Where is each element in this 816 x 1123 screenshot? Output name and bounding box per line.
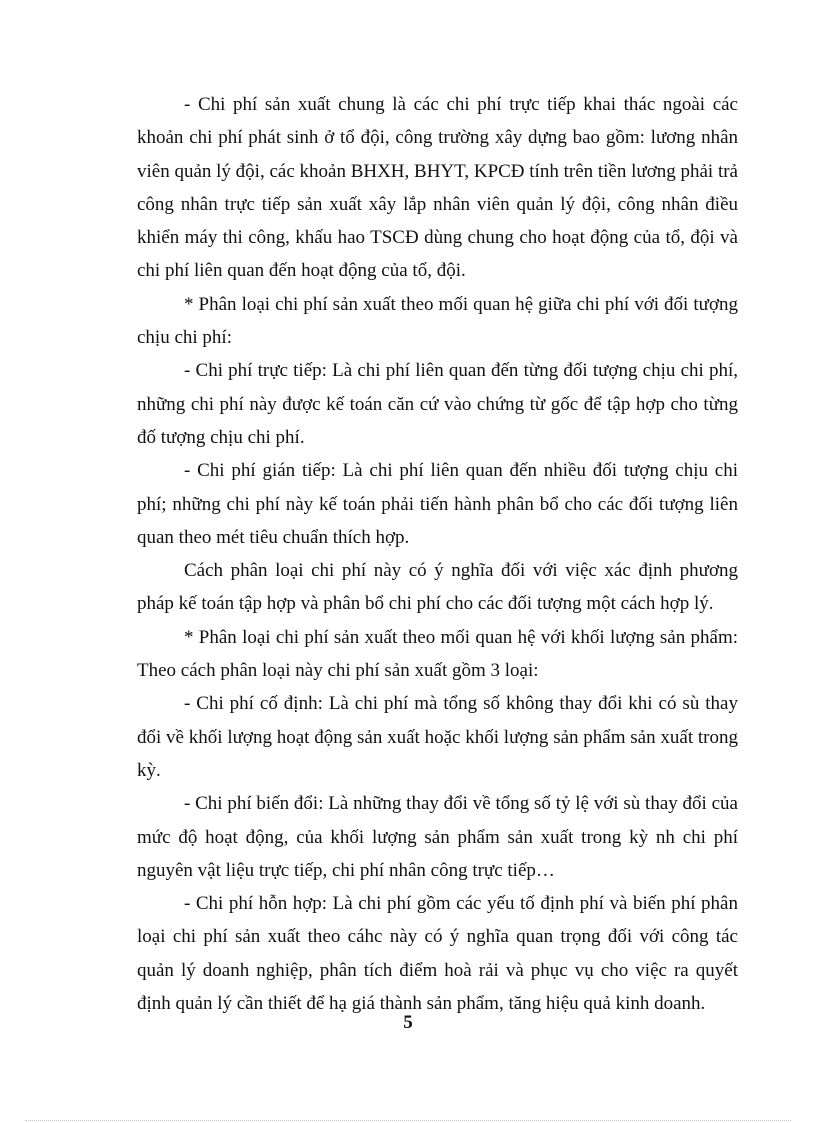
page-bottom-divider — [25, 1120, 791, 1121]
paragraph-mixed-cost: - Chi phí hỗn hợp: Là chi phí gồm các yếu tố định phí và biến phí phân loại chi phí sản xuất theo cáhc này có ý nghĩa quan trọng đối với công tác quản lý doanh nghiệp, phân tích điểm hoà rải và phục vụ cho việc ra quyết định quản lý cần thiết để hạ giá thành sản phẩm, tăng hiệu quả kinh doanh. — [137, 893, 738, 1015]
document-body — [137, 88, 738, 1020]
paragraph-classification-by-volume: * Phân loại chi phí sản xuất theo mối quan hệ với khối lượng sản phẩm: Theo cách phân loại này chi phí sản xuất gồm 3 loại: — [137, 626, 738, 682]
paragraph-direct-cost: - Chi phí trực tiếp: Là chi phí liên quan đến từng đối tượng chịu chi phí, những chi phí này được kế toán căn cứ vào chứng từ gốc để tập hợp cho từng đố tượng chịu chi phí. — [137, 360, 738, 448]
paragraph-indirect-cost: - Chi phí gián tiếp: Là chi phí liên quan đến nhiều đối tượng chịu chi phí; những chi phí này kế toán phải tiến hành phân bổ cho các đối tượng liên quan theo mét tiêu chuẩn thích hợp. — [137, 460, 738, 548]
paragraph-variable-cost: - Chi phí biến đổi: Là những thay đổi về tổng số tỷ lệ với sù thay đổi của mức độ hoạt động, của khối lượng sản phẩm sản xuất trong kỳ nh chi phí nguyên vật liệu trực tiếp, chi phí nhân công trực tiếp… — [137, 793, 738, 881]
paragraph-classification-meaning: Cách phân loại chi phí này có ý nghĩa đối với việc xác định phương pháp kế toán tập hợp và phân bổ chi phí cho các đối tượng một cách hợp lý. — [137, 560, 738, 615]
paragraph-general-production-cost: - Chi phí sản xuất chung là các chi phí trực tiếp khai thác ngoài các khoản chi phí phát sinh ở tổ đội, công trường xây dựng bao gồm: lương nhân viên quản lý đội, các khoản BHXH, BHYT, KPCĐ tính trên tiền lương phải trả công nhân trực tiếp sản xuất xây lắp nhân viên quản lý đội, công nhân điều khiển máy thi công, khấu hao TSCĐ dùng chung cho hoạt động của tổ, đội và chi phí liên quan đến hoạt động của tổ, đội. — [137, 94, 738, 282]
paragraph-classification-by-cost-object: * Phân loại chi phí sản xuất theo mối quan hệ giữa chi phí với đối tượng chịu chi phí: — [137, 293, 738, 349]
page-number: 5 — [403, 1012, 413, 1033]
paragraph-fixed-cost: - Chi phí cố định: Là chi phí mà tổng số không thay đổi khi có sù thay đổi về khối lượng hoạt động sản xuất hoặc khối lượng sản phẩm sản xuất trong kỳ. — [137, 693, 738, 781]
